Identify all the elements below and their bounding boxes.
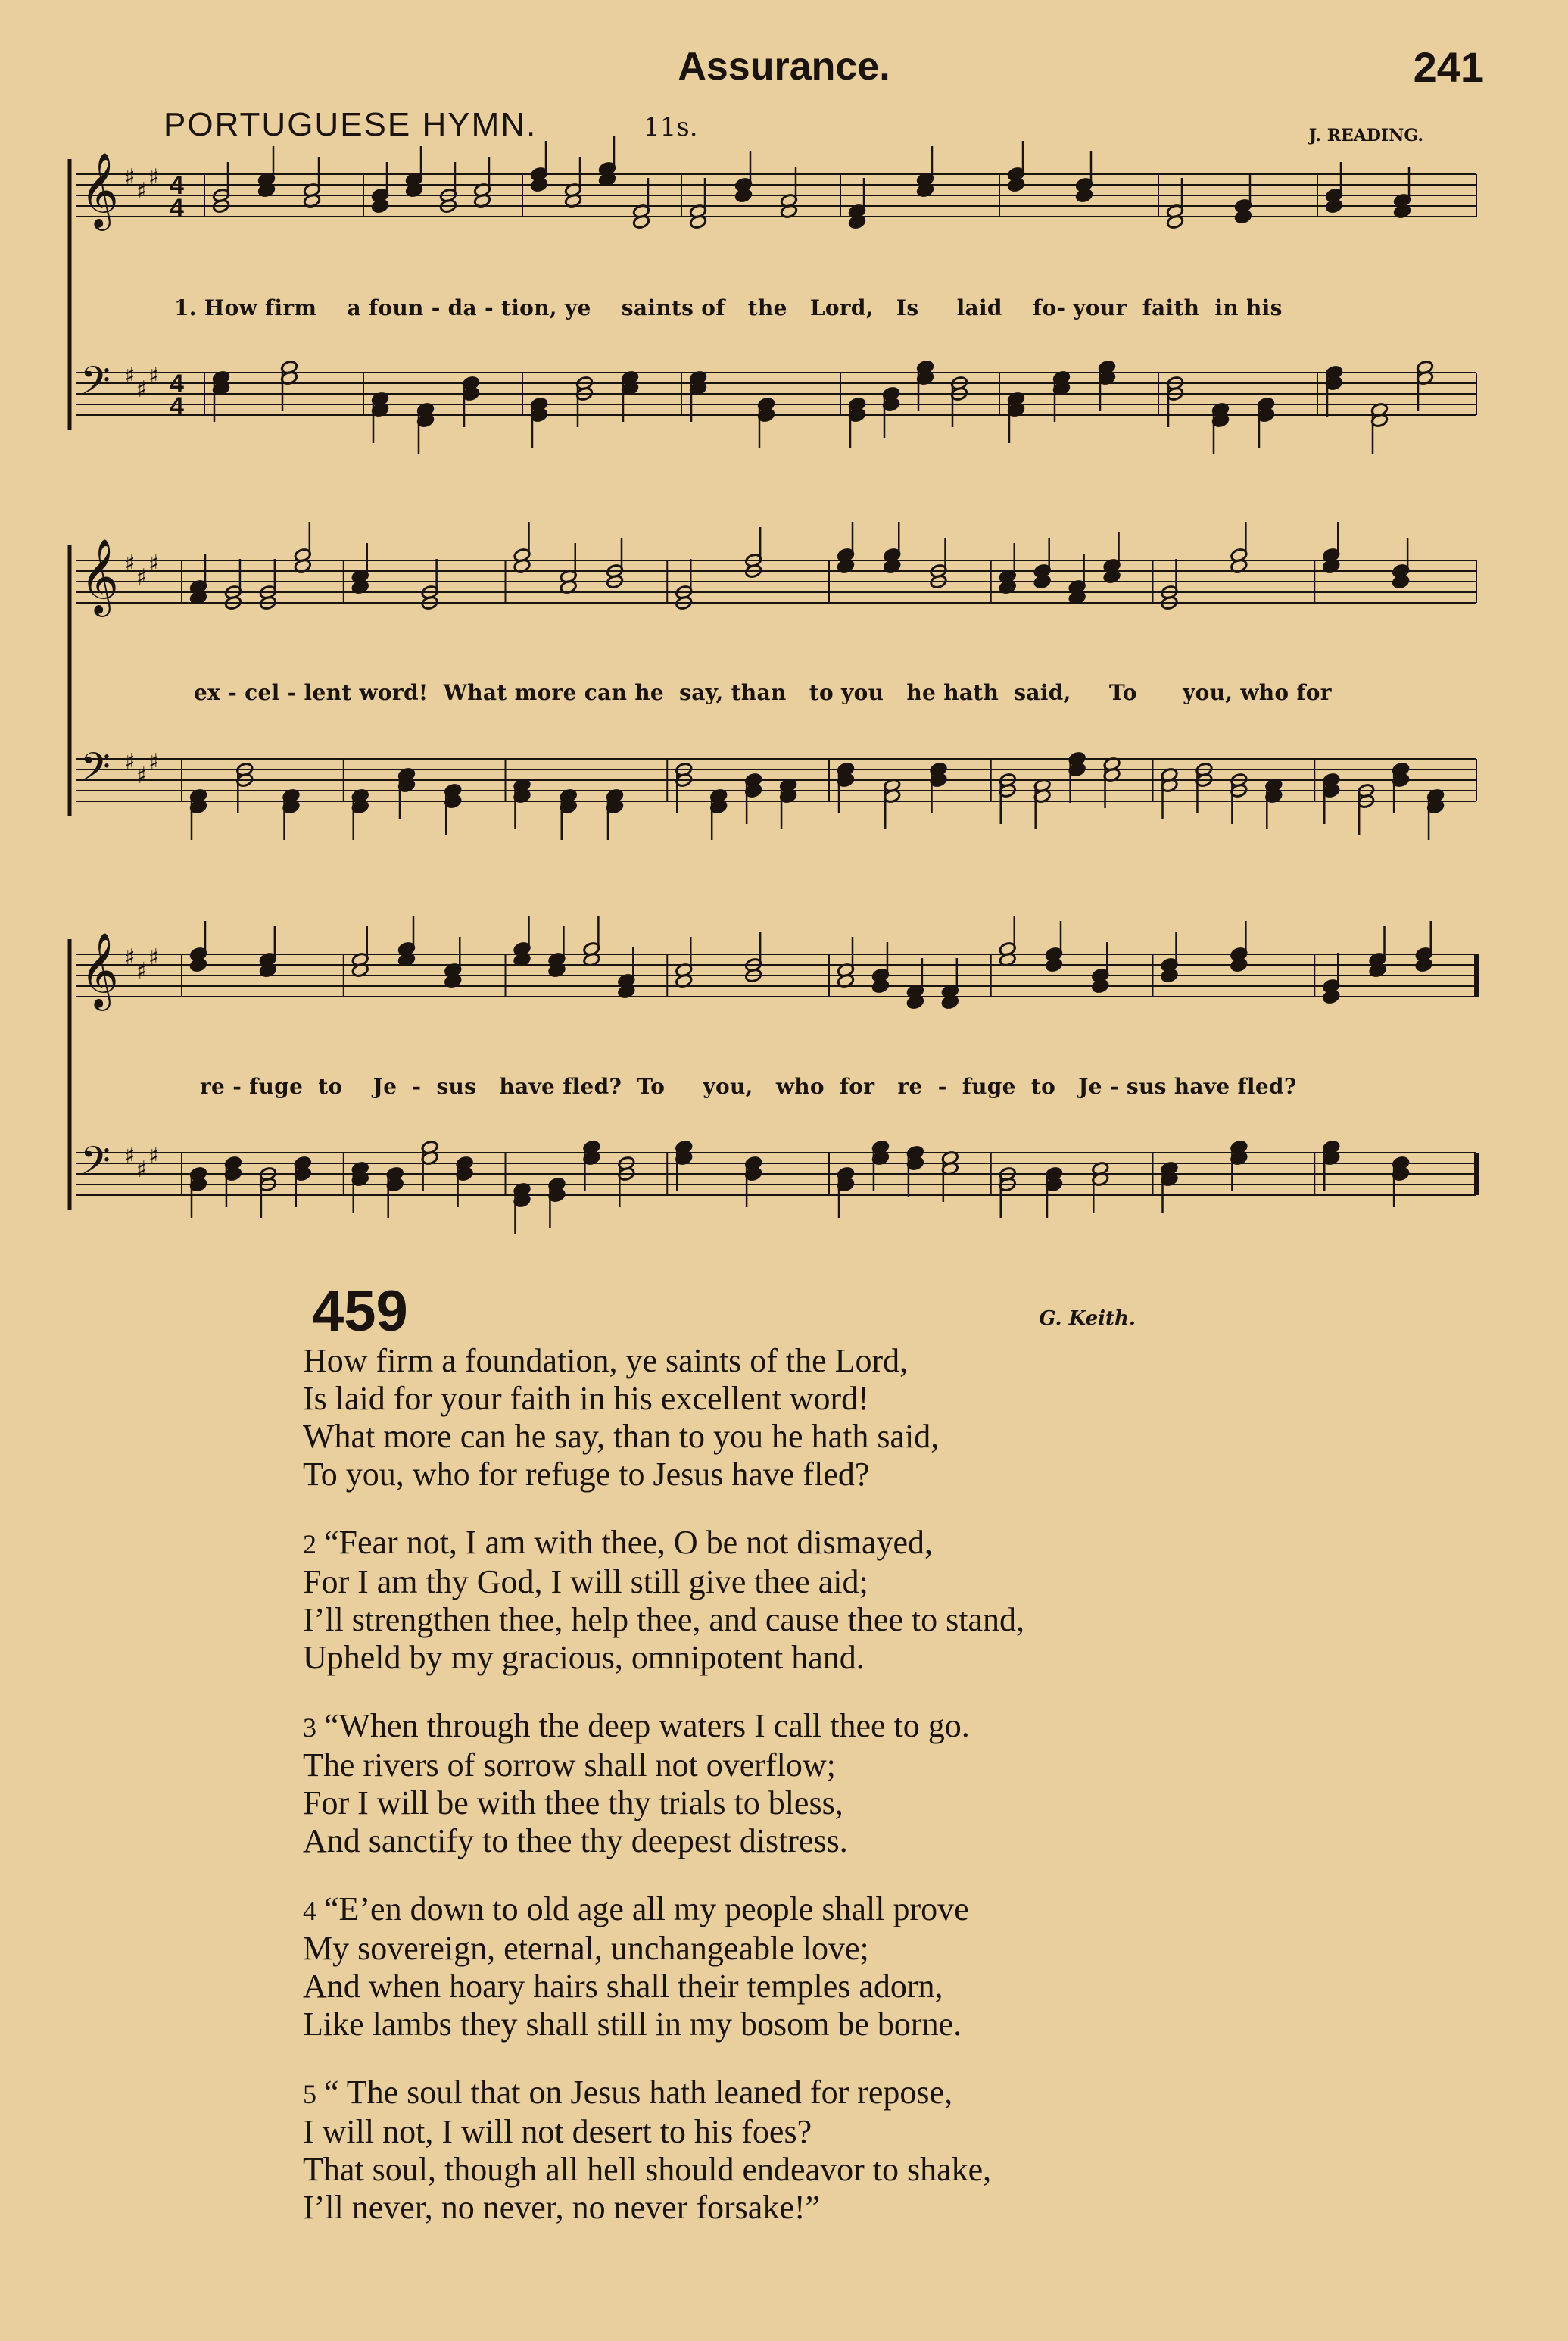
- verse-line: And when hoary hairs shall their temples adorn,: [303, 1968, 943, 2005]
- hymn-number: 459: [312, 1279, 408, 1344]
- sharp-sign: ♯: [136, 376, 148, 403]
- verse-line: My sovereign, eternal, unchangeable love;: [303, 1930, 869, 1967]
- treble-clef: 𝄞: [80, 152, 119, 228]
- stanza-1: [303, 1342, 1287, 1494]
- verse-line: How firm a foundation, ye saints of the Lord,: [303, 1342, 909, 1379]
- sharp-sign: ♯: [148, 944, 160, 971]
- bass-clef: 𝄢: [80, 357, 111, 413]
- stanza-number: 5: [303, 2079, 316, 2109]
- treble-clef: 𝄞: [80, 538, 119, 614]
- verse-line: The rivers of sorrow shall not overflow;: [303, 1746, 836, 1784]
- composer: J. READING.: [1308, 126, 1423, 145]
- sharp-sign: ♯: [136, 763, 148, 789]
- time-signature-top: 4: [170, 171, 184, 200]
- sharp-sign: ♯: [124, 164, 136, 191]
- tune-name: PORTUGUESE HYMN.: [164, 106, 538, 143]
- page-number: 241: [1413, 43, 1484, 91]
- verse-line: For I will be with thee thy trials to bless,: [303, 1784, 843, 1821]
- stanza-number: 3: [303, 1712, 316, 1743]
- verse-line: Is laid for your faith in his excellent word!: [303, 1380, 869, 1417]
- verse-line: For I am thy God, I will still give thee aid;: [303, 1563, 868, 1600]
- hymn-author: G. Keith.: [1039, 1307, 1136, 1330]
- lyrics-system-3: re - fuge to Je - sus have fled? To you, who for re - fuge to Je - sus have fled?: [200, 1074, 1297, 1099]
- verse-line: “ The soul that on Jesus hath leaned for repose,: [324, 2074, 953, 2111]
- verse-line: To you, who for refuge to Jesus have fled?: [303, 1456, 870, 1493]
- sharp-sign: ♯: [136, 178, 148, 204]
- verse-line: What more can he say, than to you he hath said,: [303, 1418, 940, 1455]
- meter: 11s.: [644, 112, 698, 142]
- time-signature-bottom: 4: [170, 392, 184, 421]
- stanza-number: 4: [303, 1896, 316, 1926]
- sharp-sign: ♯: [148, 749, 160, 776]
- verse-line: I’ll strengthen thee, help thee, and cause thee to stand,: [303, 1601, 1024, 1638]
- verse-line: I’ll never, no never, no never forsake!”: [303, 2189, 821, 2226]
- page-title: Assurance.: [678, 45, 890, 89]
- lyrics-system-2: ex - cel - lent word! What more can he say, than to you he hath said, To you, who for: [194, 680, 1332, 705]
- sharp-sign: ♯: [148, 1143, 160, 1169]
- sharp-sign: ♯: [124, 749, 136, 776]
- sharp-sign: ♯: [136, 1156, 148, 1183]
- treble-clef: 𝄞: [80, 932, 119, 1008]
- verse-line: Like lambs they shall still in my bosom be borne.: [303, 2005, 962, 2043]
- bass-clef: 𝄢: [80, 1138, 111, 1193]
- sharp-sign: ♯: [136, 958, 148, 985]
- stanza-3: [303, 1707, 1287, 1860]
- verse-line: I will not, I will not desert to his foes?: [303, 2113, 812, 2150]
- stanza-4: [303, 1890, 1287, 2043]
- time-signature-bottom: 4: [170, 194, 184, 223]
- sharp-sign: ♯: [124, 1143, 136, 1169]
- time-signature-top: 4: [170, 370, 184, 398]
- verse-line: Upheld by my gracious, omnipotent hand.: [303, 1639, 865, 1676]
- sharp-sign: ♯: [124, 944, 136, 971]
- sharp-sign: ♯: [148, 551, 160, 577]
- verse-line: “Fear not, I am with thee, O be not dismayed,: [324, 1524, 934, 1561]
- stanza-2: [303, 1524, 1287, 1677]
- sharp-sign: ♯: [148, 363, 160, 389]
- sharp-sign: ♯: [148, 164, 160, 191]
- stanza-number: 2: [303, 1529, 316, 1559]
- verse-line: “E’en down to old age all my people shall prove: [324, 1890, 969, 1927]
- lyrics-system-1: 1. How firm a foun - da - tion, ye saints of the Lord, Is laid fo- your faith in his: [174, 295, 1283, 320]
- stanza-5: [303, 2074, 1287, 2227]
- sharp-sign: ♯: [124, 363, 136, 389]
- verse-line: That soul, though all hell should endeavor to shake,: [303, 2151, 992, 2188]
- sharp-sign: ♯: [136, 564, 148, 591]
- verse-line: And sanctify to thee thy deepest distress.: [303, 1822, 848, 1859]
- bass-clef: 𝄢: [80, 744, 111, 799]
- sharp-sign: ♯: [124, 551, 136, 577]
- verse-line: “When through the deep waters I call thee to go.: [324, 1707, 970, 1744]
